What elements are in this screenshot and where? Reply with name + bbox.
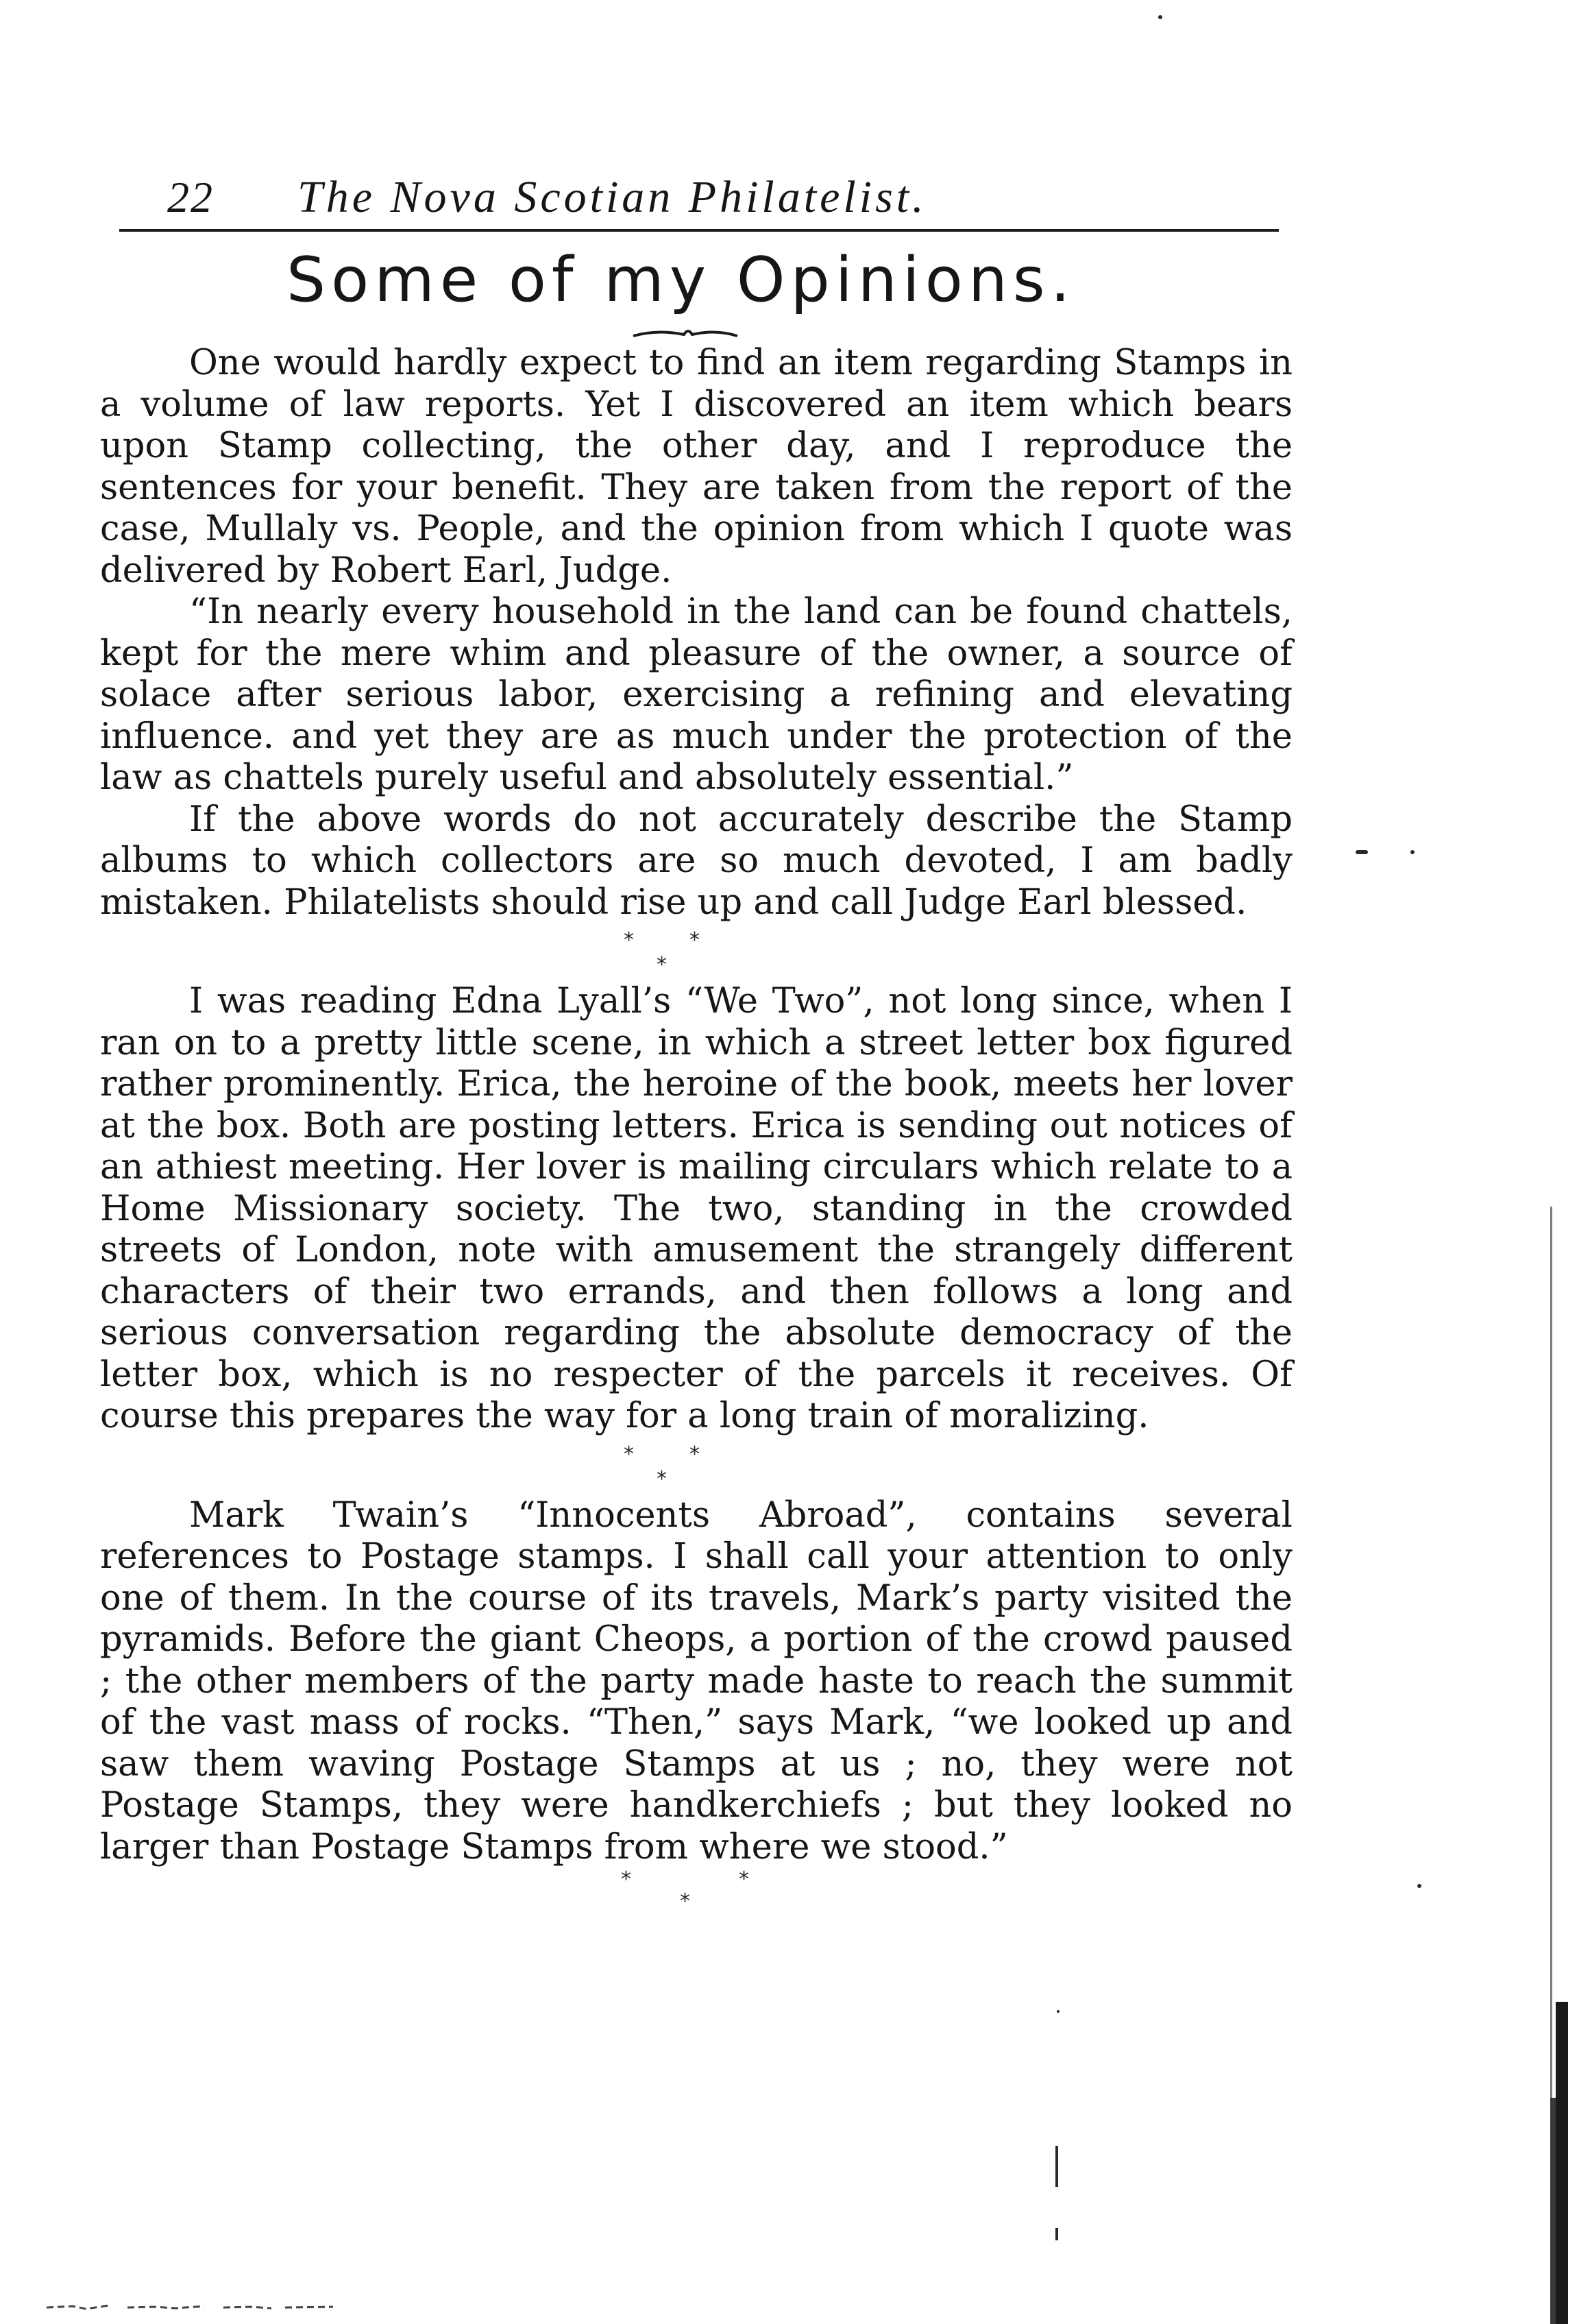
article-body	[100, 343, 1293, 1926]
scan-speck	[1057, 2010, 1060, 2013]
scan-speck	[1356, 850, 1368, 854]
separator-star: *	[739, 1867, 749, 1891]
paragraph-judge-quote: “In nearly every household in the land can be found chattels, kept for the mere whim and pleasure of the owner, a source of solace after serious labor, exercising a refining and elevating influence. and yet they are as much under the protection of the law as chattels purely useful and absolutely essential.”	[100, 592, 1293, 798]
journal-title: The Nova Scotian Philatelist.	[297, 172, 927, 222]
separator-star: *	[621, 1867, 631, 1891]
page-edge-shadow	[1550, 1207, 1552, 2098]
separator-star: *	[624, 1442, 634, 1466]
title-ornament	[631, 326, 740, 341]
paragraph-we-two: I was reading Edna Lyall’s “We Two”, not long since, when I ran on to a pretty little scene, in which a street letter box figured rather prominently. Erica, the heroine of the book, meets her lover at the box. Both are posting letters. Erica is sending out notices of an athiest meeting. Her lover is mailing circulars which relate to a Home Missionary society. The two, standing in the crowded streets of London, note with amusement the strangely different characters of their two errands, and then follows a long and serious conversation regarding the absolute democracy of the letter box, which is no respecter of the parcels it receives. Of course this prepares the way for a long train of moralizing.	[100, 981, 1293, 1436]
separator-star: *	[689, 1442, 700, 1466]
scan-speck	[1055, 2228, 1058, 2240]
paragraph-innocents-abroad: Mark Twain’s “Innocents Abroad”, contains several references to Postage stamps. I shall call your attention to only one of them. In the course of its travels, Mark’s party visited the pyramids. Before the giant Cheops, a portion of the crowd paused ; the other members of the party made haste to reach the summit of the vast mass of rocks. “Then,” says Mark, “we looked up and saw them waving Postage Stamps at us ; no, they were not Postage Stamps, they were handkerchiefs ; but they looked no larger than Postage Stamps from where we stood.”	[100, 1494, 1293, 1867]
paragraph-law-reports: One would hardly expect to find an item regarding Stamps in a volume of law reports. Yet I discovered an item which bears upon Stamp collecting, the other day, and I reproduce the sentences for your benefit. They are taken from the report of the case, Mullaly vs. People, and the opinion from which I quote was delivered by Robert Earl, Judge.	[100, 343, 1293, 591]
page-edge-shadow	[1556, 2002, 1568, 2324]
page-number: 22	[167, 173, 214, 221]
bottom-scan-noise	[45, 2299, 347, 2313]
page-edge-shadow	[1550, 2098, 1556, 2324]
header-rule	[119, 229, 1279, 232]
section-separator	[100, 1438, 1293, 1495]
scan-speck	[1158, 15, 1162, 19]
separator-star: *	[689, 928, 700, 952]
separator-star: *	[657, 953, 667, 977]
separator-star: *	[680, 1889, 690, 1913]
scan-speck	[1417, 1884, 1421, 1888]
running-head	[119, 170, 1277, 232]
section-separator	[100, 923, 1293, 981]
separator-star: *	[657, 1466, 667, 1491]
article-title: Some of my Opinions.	[286, 244, 1076, 316]
scan-speck	[1055, 2146, 1058, 2187]
separator-star: *	[624, 928, 634, 952]
section-separator	[100, 1868, 1293, 1926]
paragraph-judge-earl: If the above words do not accurately describe the Stamp albums to which collectors are so much devoted, I am badly mistaken. Philatelists should rise up and call Judge Earl blessed.	[100, 799, 1293, 923]
scan-speck	[1410, 850, 1415, 854]
